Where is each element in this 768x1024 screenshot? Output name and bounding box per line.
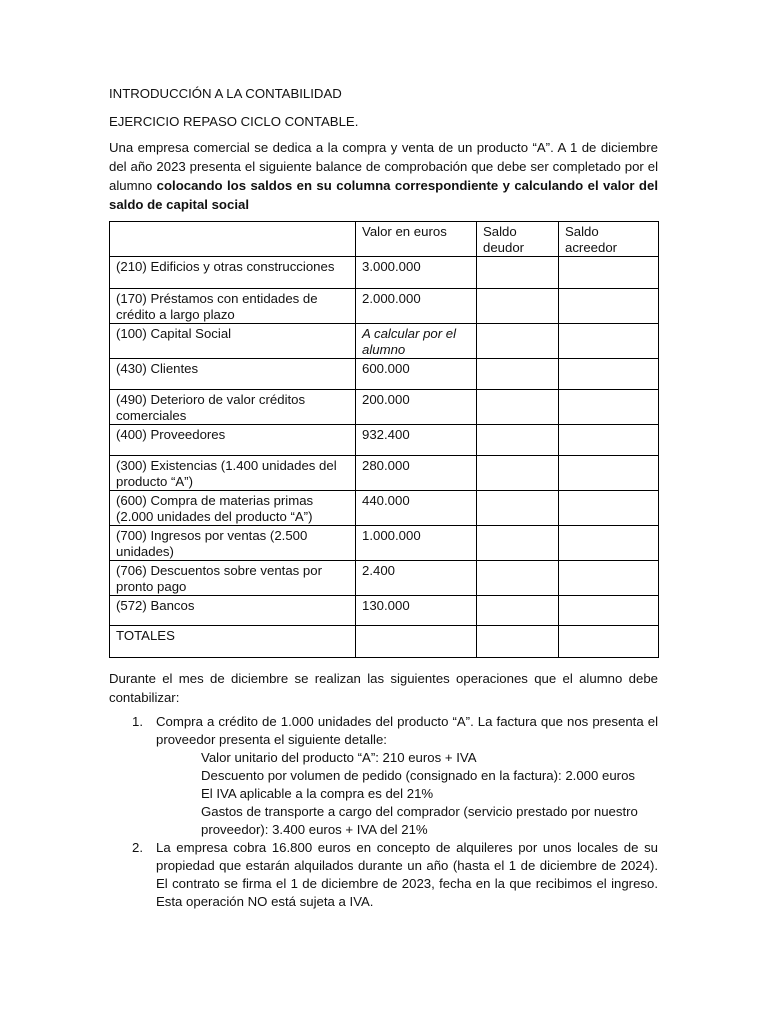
totals-value-cell bbox=[356, 626, 477, 658]
table-row bbox=[110, 596, 659, 626]
table-row bbox=[110, 359, 659, 390]
exercise-title: EJERCICIO REPASO CICLO CONTABLE. bbox=[109, 114, 359, 129]
table-row bbox=[110, 526, 659, 561]
table-row bbox=[110, 257, 659, 289]
operation-number: 1. bbox=[132, 714, 143, 729]
table-row bbox=[110, 561, 659, 596]
value-cell: 200.000 bbox=[356, 390, 477, 425]
totals-row bbox=[110, 626, 659, 658]
value-cell: 280.000 bbox=[356, 456, 477, 491]
debit-cell bbox=[477, 425, 559, 456]
account-cell: (430) Clientes bbox=[110, 359, 356, 390]
credit-cell bbox=[559, 390, 659, 425]
account-cell: (700) Ingresos por ventas (2.500 unidades) bbox=[110, 526, 356, 561]
debit-cell bbox=[477, 390, 559, 425]
table-header-row bbox=[110, 222, 659, 257]
totals-credit-cell bbox=[559, 626, 659, 658]
account-cell: (706) Descuentos sobre ventas por pronto pago bbox=[110, 561, 356, 596]
operation-text: La empresa cobra 16.800 euros en concepto de alquileres por unos locales de su propiedad que estarán alquilados durante un año (hasta el 1 de diciembre de 2024). El contrato se firma el 1 de diciembre de 2023, fecha en la que recibimos el ingreso. Esta operación NO está sujeta a IVA. bbox=[156, 840, 658, 909]
operations-intro: Durante el mes de diciembre se realizan las siguientes operaciones que el alumno debe contabilizar: bbox=[109, 671, 658, 705]
operation-number: 2. bbox=[132, 840, 143, 855]
account-cell: (170) Préstamos con entidades de crédito a largo plazo bbox=[110, 289, 356, 324]
credit-cell bbox=[559, 425, 659, 456]
account-cell: (490) Deterioro de valor créditos comerciales bbox=[110, 390, 356, 425]
debit-cell bbox=[477, 324, 559, 359]
credit-cell bbox=[559, 526, 659, 561]
table-row bbox=[110, 390, 659, 425]
account-cell: (300) Existencias (1.400 unidades del producto “A”) bbox=[110, 456, 356, 491]
credit-cell bbox=[559, 456, 659, 491]
account-cell: (400) Proveedores bbox=[110, 425, 356, 456]
value-cell: 440.000 bbox=[356, 491, 477, 526]
table-row bbox=[110, 324, 659, 359]
header-cell-debit: Saldo deudor bbox=[477, 222, 559, 257]
credit-cell bbox=[559, 491, 659, 526]
debit-cell bbox=[477, 359, 559, 390]
value-cell: 2.400 bbox=[356, 561, 477, 596]
intro-text: Una empresa comercial se dedica a la compra y venta de un producto “A”. A 1 de diciembre del año 2023 presenta el siguiente balance de comprobación que debe ser completado por el alumno bbox=[109, 140, 658, 193]
value-cell: 3.000.000 bbox=[356, 257, 477, 289]
operation-detail: El IVA aplicable a la compra es del 21% bbox=[201, 786, 434, 801]
operation-item bbox=[109, 713, 658, 839]
value-cell: A calcular por el alumno bbox=[356, 324, 477, 359]
table-row bbox=[110, 491, 659, 526]
value-cell: 130.000 bbox=[356, 596, 477, 626]
course-title: INTRODUCCIÓN A LA CONTABILIDAD bbox=[109, 86, 342, 101]
operation-detail: Valor unitario del producto “A”: 210 euros + IVA bbox=[201, 750, 477, 765]
debit-cell bbox=[477, 526, 559, 561]
credit-cell bbox=[559, 596, 659, 626]
credit-cell bbox=[559, 257, 659, 289]
intro-paragraph bbox=[109, 138, 658, 214]
credit-cell bbox=[559, 561, 659, 596]
totals-debit-cell bbox=[477, 626, 559, 658]
table-row bbox=[110, 456, 659, 491]
totals-label: TOTALES bbox=[110, 626, 356, 658]
operation-text: Compra a crédito de 1.000 unidades del producto “A”. La factura que nos presenta el proveedor presenta el siguiente detalle: bbox=[156, 714, 658, 747]
account-cell: (100) Capital Social bbox=[110, 324, 356, 359]
debit-cell bbox=[477, 561, 559, 596]
credit-cell bbox=[559, 324, 659, 359]
header-cell-account bbox=[110, 222, 356, 257]
header-cell-value: Valor en euros bbox=[356, 222, 477, 257]
table-row bbox=[110, 289, 659, 324]
debit-cell bbox=[477, 491, 559, 526]
operations-list bbox=[109, 713, 658, 911]
debit-cell bbox=[477, 596, 559, 626]
value-cell: 932.400 bbox=[356, 425, 477, 456]
intro-bold-text: colocando los saldos en su columna correspondiente y calculando el valor del saldo de capital social bbox=[109, 178, 658, 212]
value-cell: 1.000.000 bbox=[356, 526, 477, 561]
table-row bbox=[110, 425, 659, 456]
operation-detail: Descuento por volumen de pedido (consignado en la factura): 2.000 euros bbox=[201, 768, 636, 783]
credit-cell bbox=[559, 359, 659, 390]
operation-detail: Gastos de transporte a cargo del comprador (servicio prestado por nuestro proveedor): 3.400 euros + IVA del 21% bbox=[201, 804, 638, 837]
operation-item bbox=[109, 839, 658, 911]
balance-table bbox=[109, 221, 659, 658]
debit-cell bbox=[477, 456, 559, 491]
account-cell: (572) Bancos bbox=[110, 596, 356, 626]
credit-cell bbox=[559, 289, 659, 324]
header-cell-credit: Saldo acreedor bbox=[559, 222, 659, 257]
debit-cell bbox=[477, 257, 559, 289]
account-cell: (210) Edificios y otras construcciones bbox=[110, 257, 356, 289]
value-cell: 2.000.000 bbox=[356, 289, 477, 324]
debit-cell bbox=[477, 289, 559, 324]
account-cell: (600) Compra de materias primas (2.000 unidades del producto “A”) bbox=[110, 491, 356, 526]
value-cell: 600.000 bbox=[356, 359, 477, 390]
